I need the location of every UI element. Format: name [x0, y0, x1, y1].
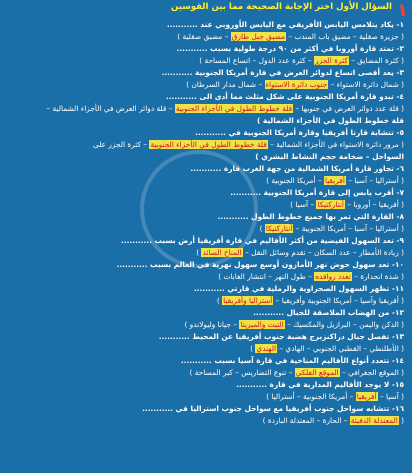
answer-options	[218, 272, 404, 282]
options-before: ( أستراليا – آسيا –	[345, 176, 404, 185]
options-after: – أمريكا الجنوبية – أستراليا )	[266, 392, 356, 401]
correct-answer-highlight: الموقع الفلكي	[295, 368, 339, 377]
options-after: )	[216, 296, 223, 305]
options-before: ( الأطلنطي – القطبي الجنوبي – الهادي –	[277, 344, 404, 353]
options-before: ( مرور دائرة الاستواء في الأجزاء الشمالية –	[267, 140, 404, 149]
question-text: ١٢- من الهضاب الملاصقة للجبال ...........	[253, 308, 404, 317]
question-text: ٩- تعد السهول الفيضية من أكثر الأقاليم في قارة أفريقيا أرض بسبب ...........	[121, 236, 404, 245]
options-after: )	[196, 248, 202, 257]
options-after: – مضيق صقلية )	[177, 32, 231, 41]
question-text: ٢- تمتد قارة أوروبا في أكثر من ٩٠ درجة طولية بسبب ...........	[176, 44, 404, 53]
options-after: – شمال مدار السرطان )	[186, 80, 265, 89]
question-text: ١- يكاد يتلامس اليابس الأفريقي مع اليابس الأوروبي عند ...........	[166, 20, 404, 29]
worksheet-heading: السؤال الأول اختر الإجابة الصحيحة مما بين القوسين	[171, 2, 392, 12]
correct-answer-highlight: كثرة الجزر	[315, 56, 348, 65]
question-text: ١٦- تتشابه سواحل جنوب أفريقيا مع سواحل جنوب استراليا في ...........	[142, 404, 404, 413]
question-text: السواحل – ضخامة حجم النشاط البشري )	[255, 152, 404, 161]
answer-options	[217, 296, 404, 306]
answer-options	[199, 56, 404, 66]
question-text: ٤- تبدو قارة أمريكا الجنوبية على شكل مثلث مما أدى الى ...........	[165, 92, 404, 101]
options-before: ( أفريقيا وآسيا – أمريكا الجنوبية وأفريقيا –	[273, 296, 404, 305]
correct-answer-highlight: قلة خطوط الطول في الأجزاء الجنوبية	[175, 104, 293, 113]
options-before: ( قلة عدد دوائر العرض في جنوبها –	[293, 104, 404, 113]
question-text: ١٣- تفصل جبال دراكنزبرج هضبة جنوب أفريقيا عن المحيط ...........	[158, 332, 404, 341]
answer-options	[260, 224, 404, 234]
answer-options	[189, 368, 404, 378]
options-after: – الحارة – المعتدلة الباردة )	[262, 416, 350, 425]
answer-options	[266, 176, 404, 186]
options-after: – كثرة الجزر على	[92, 140, 150, 149]
question-text: ١٠- تعد سهول حوض نهر الأمازون أوسع سهول نهرية في العالم بسبب ...........	[116, 260, 404, 269]
options-after: )	[250, 344, 256, 353]
options-before: ( شدة انحدارة –	[351, 272, 404, 281]
options-before: ( كثرة المضايق –	[348, 56, 404, 65]
correct-answer-highlight: أنتاركتيكا	[317, 200, 344, 209]
answer-options	[263, 416, 404, 426]
question-text: ١٤- تتعدد أنواع الأقاليم المناخية في قارة آسيا بسبب ...........	[180, 356, 404, 365]
question-text: ٣- يعد أقصى اتساع لدوائر العرض في قارة أمريكا الجنوبية ...........	[161, 68, 404, 77]
answer-options	[196, 248, 404, 258]
question-text: ٨- القارة التي تمر بها جميع خطوط الطول ...........	[217, 212, 404, 221]
options-after: – أمريكا الجنوبية )	[266, 176, 324, 185]
answer-options	[46, 104, 404, 114]
correct-answer-highlight: أنتاركتيكا	[265, 224, 293, 233]
answer-options	[250, 344, 404, 354]
correct-answer-highlight: تعدد روافده	[315, 272, 351, 281]
options-before: ( أفريقيا – أوروبا –	[344, 200, 404, 209]
question-text: ١١- تظهر السهول الصحراوية والرملية في قارتي ...........	[193, 284, 404, 293]
options-before: (	[398, 416, 404, 425]
correct-answer-highlight: أفريقيا	[324, 176, 345, 185]
answer-options	[186, 80, 404, 90]
correct-answer-highlight: الهندي	[256, 344, 277, 353]
correct-answer-highlight: المعتدلة الدفيئة	[350, 416, 398, 425]
correct-answer-highlight: المناخ السائد	[202, 248, 242, 257]
options-before: ( أستراليا – آسيا – أمريكا الجنوبية –	[293, 224, 404, 233]
correct-answer-highlight: أستراليا وأفريقيا	[223, 296, 273, 305]
options-after: – طول النهر – انتشار الغابات )	[218, 272, 315, 281]
options-before: ( الموقع الجغرافي –	[339, 368, 404, 377]
options-after: – آسيا )	[290, 200, 317, 209]
options-after: – جيانا وليولاندو )	[184, 320, 240, 329]
options-before: ( زيادة الأمطار – عدد السكان – تقدم وسائل النقل –	[242, 248, 404, 257]
options-before: ( الدكن واليمن – البرازيل والمكسيك –	[284, 320, 404, 329]
options-before: ( جزيرة صقلية – مضيق باب المندب –	[285, 32, 404, 41]
options-before: ( شمال دائرة الاستواء –	[328, 80, 404, 89]
options-before: ( آسيا –	[377, 392, 404, 401]
correct-answer-highlight: التبت والميزيتا	[240, 320, 284, 329]
options-after: )	[259, 224, 265, 233]
question-text: ٥- تتشابة قارتا أفريقيا وقارة أمريكا الجنوبية في ...........	[195, 128, 404, 137]
answer-options	[290, 200, 404, 210]
correct-answer-highlight: مضيق جبل طارق	[231, 32, 285, 41]
answer-options	[184, 320, 404, 330]
correct-answer-highlight: جنوب دائرة الاستواء	[265, 80, 328, 89]
options-after: – قلة دوائر العرض في الأجزاء الشمالية –	[46, 104, 175, 113]
answer-options	[266, 392, 404, 402]
answer-options	[93, 140, 404, 150]
page-number-badge: ١	[397, 0, 408, 21]
question-text: ١٥- لا يوجد الأقاليم المدارية في قارة ...........	[236, 380, 404, 389]
answer-options	[177, 32, 404, 42]
question-text: قلة خطوط الطول في الأجزاء الشمالية )	[256, 116, 404, 125]
question-text: ٦- تجاور قارة أمريكا الشمالية من جهة الغرب قارة ...........	[190, 164, 404, 173]
question-text: ٧- أقرب يابس إلى قارة أمريكا الجنوبية ...........	[230, 188, 404, 197]
correct-answer-highlight: قلة خطوط الطول في الأجزاء الجنوبية	[150, 140, 267, 149]
options-after: – كثرة عدد الدول – اتساع المساحة )	[199, 56, 315, 65]
correct-answer-highlight: أفريقيا	[356, 392, 377, 401]
options-after: – تنوع التضاريس – كبر المساحة )	[189, 368, 295, 377]
